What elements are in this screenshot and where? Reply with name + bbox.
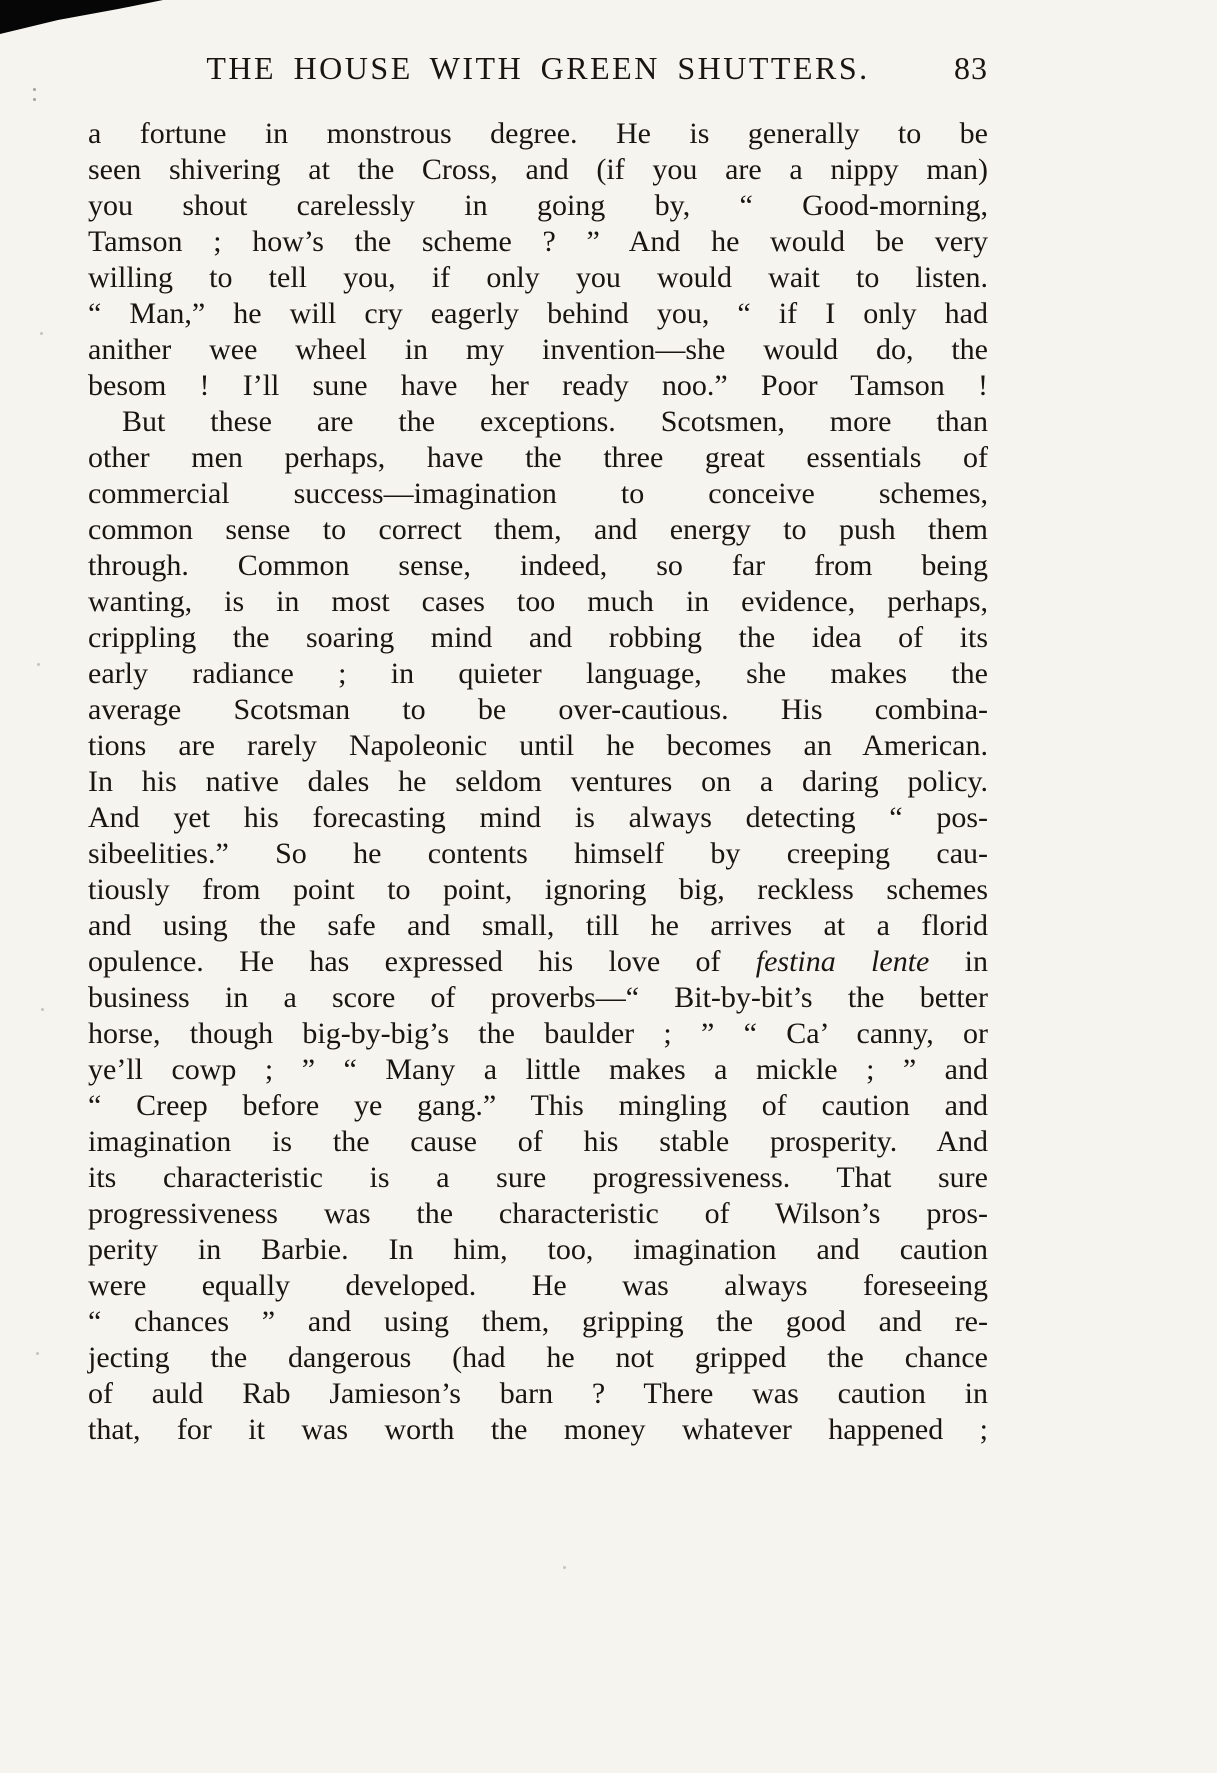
text-line: seen shivering at the Cross, and (if you are a nippy man) [88,153,988,186]
page-number: 83 [954,50,988,86]
text-line: a fortune in monstrous degree. He is generally to be [88,117,988,150]
text-line: its characteristic is a sure progressiveness. That sure [88,1161,988,1194]
text-line: early radiance ; in quieter language, she makes the [88,657,988,690]
body-text [88,116,988,1448]
text-line: crippling the soaring mind and robbing the idea of its [88,621,988,654]
paragraph [88,404,988,1448]
text-line: and using the safe and small, till he arrives at a florid [88,909,988,942]
scan-speck [563,1566,566,1569]
text-line: sibeelities.” So he contents himself by creeping cau- [88,837,988,870]
text-line: imagination is the cause of his stable prosperity. And [88,1125,988,1158]
text-line: tions are rarely Napoleonic until he becomes an American. [88,729,988,762]
page-header [88,50,988,92]
text-line: horse, though big-by-big’s the baulder ; ” “ Ca’ canny, or [88,1017,988,1050]
text-line: anither wee wheel in my invention—she would do, the [88,333,988,366]
text-line: that, for it was worth the money whatever happened ; [88,1413,988,1446]
text-line: business in a score of proverbs—“ Bit-by-bit’s the better [88,981,988,1014]
scan-artifact-corner [0,0,170,36]
text-line: “ Creep before ye gang.” This mingling of caution and [88,1089,988,1122]
text-line: commercial success—imagination to conceive schemes, [88,477,988,510]
text-line: “ chances ” and using them, gripping the good and re- [88,1305,988,1338]
text-line: But these are the exceptions. Scotsmen, more than [122,405,988,438]
text-line: wanting, is in most cases too much in evidence, perhaps, [88,585,988,618]
scan-speck [40,332,43,335]
text-line: average Scotsman to be over-cautious. His combina- [88,693,988,726]
text-line: common sense to correct them, and energy to push them [88,513,988,546]
text-line: opulence. He has expressed his love of festina lente in [88,945,988,978]
text-line: And yet his forecasting mind is always detecting “ pos- [88,801,988,834]
text-line: you shout carelessly in going by, “ Good-morning, [88,189,988,222]
text-line: besom ! I’ll sune have her ready noo.” Poor Tamson ! [88,369,988,402]
scan-speck [36,1352,39,1355]
text-line: of auld Rab Jamieson’s barn ? There was caution in [88,1377,988,1410]
text-line: other men perhaps, have the three great essentials of [88,441,988,474]
scan-speck [37,663,40,666]
text-line: jecting the dangerous (had he not gripped the chance [88,1341,988,1374]
text-line: through. Common sense, indeed, so far from being [88,549,988,582]
text-line: In his native dales he seldom ventures on a daring policy. [88,765,988,798]
text-line: were equally developed. He was always foreseeing [88,1269,988,1302]
text-line: willing to tell you, if only you would wait to listen. [88,261,988,294]
paragraph [88,116,988,404]
scan-speck [33,88,36,91]
running-title: THE HOUSE WITH GREEN SHUTTERS. [206,50,870,86]
scan-speck [41,1008,44,1011]
scan-speck [33,98,36,101]
text-line: ye’ll cowp ; ” “ Many a little makes a mickle ; ” and [88,1053,988,1086]
text-line: progressiveness was the characteristic of Wilson’s pros- [88,1197,988,1230]
text-line: perity in Barbie. In him, too, imagination and caution [88,1233,988,1266]
text-line: Tamson ; how’s the scheme ? ” And he would be very [88,225,988,258]
text-line: “ Man,” he will cry eagerly behind you, “ if I only had [88,297,988,330]
text-line: tiously from point to point, ignoring big, reckless schemes [88,873,988,906]
